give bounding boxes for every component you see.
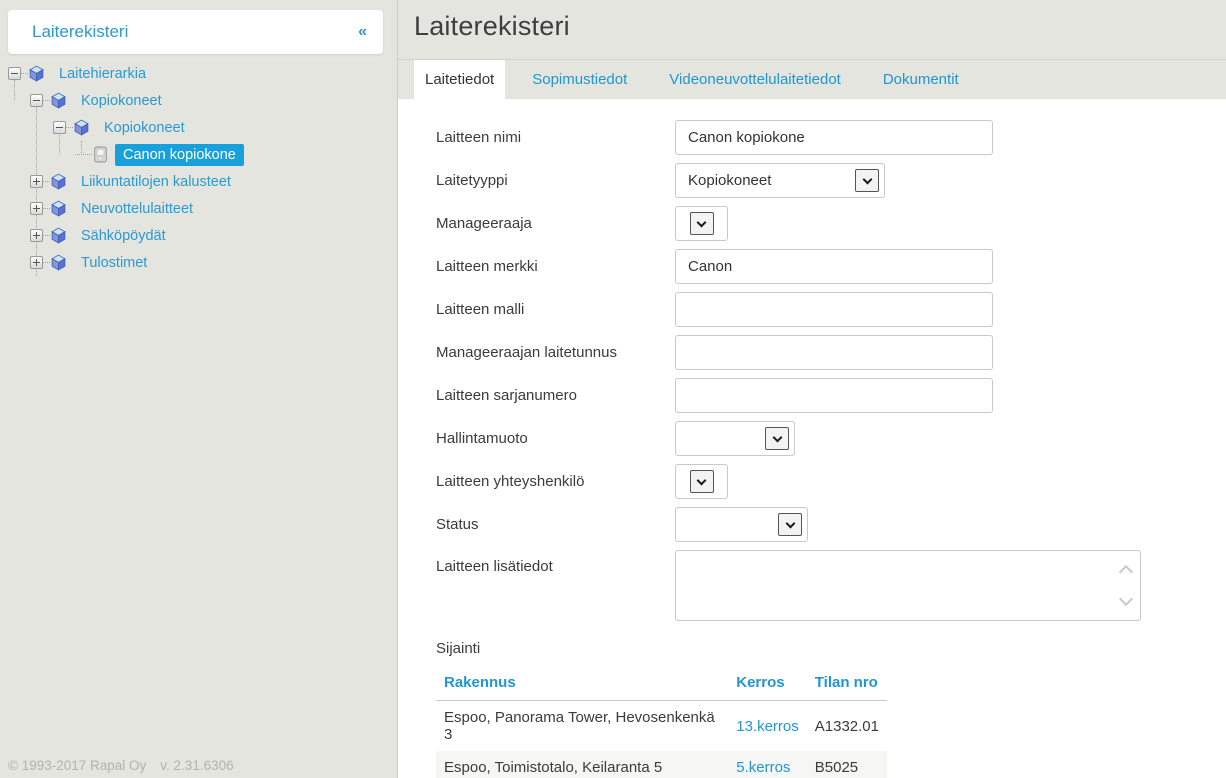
- tree-guide-line: [14, 80, 15, 100]
- collapse-toggle-icon[interactable]: [30, 94, 43, 107]
- app-footer: [8, 758, 248, 773]
- tree-item-label[interactable]: Laitehierarkia: [59, 65, 147, 82]
- form-row: [436, 421, 1226, 456]
- scroll-down-icon[interactable]: [1119, 592, 1133, 606]
- laitteen-lisatiedot-textarea[interactable]: [675, 550, 1141, 621]
- cube-icon: [50, 173, 67, 190]
- main-panel: [397, 0, 1226, 778]
- tree-item-label[interactable]: Canon kopiokone: [115, 144, 244, 166]
- tree-guide-line: [36, 100, 37, 276]
- manageeraajan-laitetunnus-field[interactable]: [675, 335, 993, 370]
- tab-videoneuvottelulaitetiedot[interactable]: Videoneuvottelulaitetiedot: [669, 71, 841, 88]
- sidebar-header: [8, 10, 383, 54]
- laitetyyppi-select[interactable]: [675, 163, 885, 198]
- column-header-kerros[interactable]: Kerros: [728, 668, 807, 701]
- sidebar-title: Laiterekisteri: [32, 22, 129, 41]
- field-label: Laitteen nimi: [436, 129, 522, 146]
- tree-guide-line: [81, 141, 92, 155]
- chevron-down-icon[interactable]: [765, 427, 789, 450]
- laitteen-nimi-field[interactable]: [675, 120, 993, 155]
- kerros-link[interactable]: 13.kerros: [736, 717, 799, 735]
- form-row: [436, 507, 1226, 542]
- rakennus-cell: Espoo, Toimistotalo, Keilaranta 5: [444, 759, 663, 776]
- tree-item-tulostimet[interactable]: [0, 249, 397, 276]
- tree-item-laitehierarkia[interactable]: [0, 60, 397, 87]
- field-label: Laitteen lisätiedot: [436, 558, 553, 575]
- field-label: Status: [436, 516, 479, 533]
- status-select[interactable]: [675, 507, 808, 542]
- form-row: [436, 120, 1226, 155]
- copyright-text: © 1993-2017 Rapal Oy: [8, 758, 147, 773]
- table-row: [436, 751, 887, 778]
- form-row: [436, 464, 1226, 499]
- field-label: Laitetyyppi: [436, 172, 508, 189]
- kerros-link[interactable]: 5.kerros: [736, 759, 791, 776]
- table-header-row: [436, 668, 887, 701]
- expand-toggle-icon[interactable]: [30, 202, 43, 215]
- field-label: Hallintamuoto: [436, 430, 528, 447]
- hallintamuoto-select[interactable]: [675, 421, 795, 456]
- selected-value: Kopiokoneet: [688, 172, 772, 189]
- tree-item-label[interactable]: Liikuntatilojen kalusteet: [81, 173, 231, 190]
- tree-item-label[interactable]: Kopiokoneet: [104, 119, 185, 136]
- rakennus-cell: Espoo, Panorama Tower, Hevosenkenkä 3: [444, 709, 715, 743]
- manageeraaja-select[interactable]: [675, 206, 728, 241]
- form-row: [436, 550, 1226, 621]
- tree-item-label[interactable]: Tulostimet: [81, 254, 148, 271]
- tree-item-kopiokoneet-1[interactable]: [0, 87, 397, 114]
- chevron-down-icon[interactable]: [690, 212, 714, 235]
- table-row: [436, 701, 887, 752]
- page-title: Laiterekisteri: [414, 11, 570, 41]
- tilan-nro-cell: B5025: [814, 759, 859, 776]
- cube-icon: [28, 65, 45, 82]
- cube-icon: [50, 92, 67, 109]
- field-label: Manageeraajan laitetunnus: [436, 344, 617, 361]
- device-details-form: [398, 99, 1226, 778]
- cube-icon: [50, 227, 67, 244]
- tree-item-liikuntatilojen-kalusteet[interactable]: [0, 168, 397, 195]
- device-icon: [92, 146, 109, 163]
- form-row: [436, 292, 1226, 327]
- form-row: [436, 249, 1226, 284]
- collapse-toggle-icon[interactable]: [53, 121, 66, 134]
- column-header-rakennus[interactable]: Rakennus: [436, 668, 728, 701]
- device-tree: [0, 60, 397, 276]
- tree-item-neuvottelulaitteet[interactable]: [0, 195, 397, 222]
- tab-dokumentit[interactable]: Dokumentit: [882, 71, 959, 88]
- cube-icon: [50, 200, 67, 217]
- field-label: Laitteen sarjanumero: [436, 387, 577, 404]
- laitteen-malli-field[interactable]: [675, 292, 993, 327]
- location-table: [436, 668, 887, 778]
- version-text: v. 2.31.6306: [160, 758, 234, 773]
- tab-sopimustiedot[interactable]: Sopimustiedot: [532, 71, 628, 88]
- expand-toggle-icon[interactable]: [30, 256, 43, 269]
- expand-toggle-icon[interactable]: [30, 229, 43, 242]
- tab-bar: [398, 59, 1226, 99]
- scroll-up-icon[interactable]: [1119, 565, 1133, 579]
- chevron-down-icon[interactable]: [778, 513, 802, 536]
- tree-item-label[interactable]: Neuvottelulaitteet: [81, 200, 194, 217]
- form-row: [436, 206, 1226, 241]
- collapse-sidebar-icon[interactable]: «: [358, 23, 367, 40]
- form-row: [436, 335, 1226, 370]
- tree-item-sahkopoydat[interactable]: [0, 222, 397, 249]
- field-label: Manageeraaja: [436, 215, 532, 232]
- form-row: [436, 163, 1226, 198]
- column-header-tilan-nro[interactable]: Tilan nro: [807, 668, 887, 701]
- field-label: Laitteen malli: [436, 301, 525, 318]
- tilan-nro-cell: A1332.01: [814, 717, 879, 735]
- sijainti-section-label: Sijainti: [436, 640, 481, 657]
- laitteen-yhteyshenkilo-select[interactable]: [675, 464, 728, 499]
- sidebar: [0, 0, 397, 778]
- tree-item-label[interactable]: Kopiokoneet: [81, 92, 162, 109]
- cube-icon: [50, 254, 67, 271]
- tree-item-label[interactable]: Sähköpöydät: [81, 227, 166, 244]
- field-label: Laitteen merkki: [436, 258, 538, 275]
- cube-icon: [73, 119, 90, 136]
- laitteen-merkki-field[interactable]: [675, 249, 993, 284]
- form-row: [436, 378, 1226, 413]
- expand-toggle-icon[interactable]: [30, 175, 43, 188]
- chevron-down-icon[interactable]: [855, 169, 879, 192]
- chevron-down-icon[interactable]: [690, 470, 714, 493]
- laitteen-sarjanumero-field[interactable]: [675, 378, 993, 413]
- collapse-toggle-icon[interactable]: [8, 67, 21, 80]
- field-label: Laitteen yhteyshenkilö: [436, 473, 585, 490]
- tab-laitetiedot[interactable]: Laitetiedot: [414, 60, 505, 99]
